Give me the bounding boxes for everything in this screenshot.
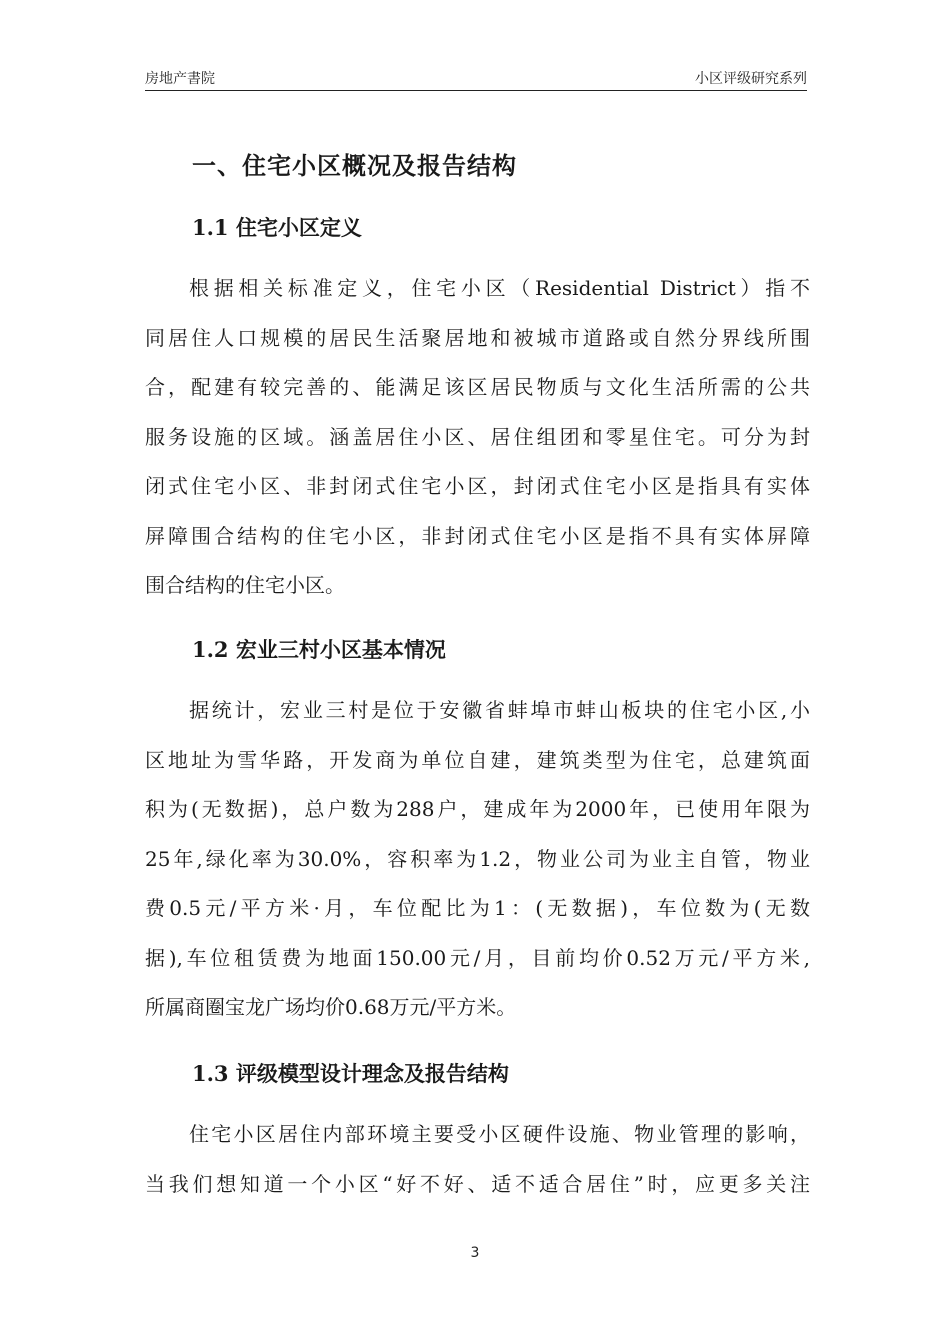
paragraph-line: 费0.5元/平方米·月，车位配比为1：(无数据)，车位数为(无数 xyxy=(145,896,810,920)
paragraph-line: 合，配建有较完善的、能满足该区居民物质与文化生活所需的公共 xyxy=(145,375,810,399)
paragraph-line: 当我们想知道一个小区“好不好、适不适合居住”时，应更多关注 xyxy=(145,1171,810,1196)
paragraph-line: 据统计，宏业三村是位于安徽省蚌埠市蚌山板块的住宅小区,小 xyxy=(189,698,810,722)
paragraph-1-2 xyxy=(145,686,810,1033)
paragraph-line: 住宅小区居住内部环境主要受小区硬件设施、物业管理的影响， xyxy=(189,1122,810,1146)
paragraph-line: 围合结构的住宅小区。 xyxy=(145,573,345,597)
page-number: 3 xyxy=(470,1245,480,1261)
header-left-text: 房地产書院 xyxy=(145,71,215,87)
heading-1-2: 1.2 宏业三村小区基本情况 xyxy=(192,637,446,662)
paragraph-line: 同居住人口规模的居民生活聚居地和被城市道路或自然分界线所围 xyxy=(145,325,810,350)
paragraph-1-3 xyxy=(145,1110,810,1209)
page-header xyxy=(145,68,807,88)
paragraph-line: 积为(无数据)，总户数为288户，建成年为2000年，已使用年限为 xyxy=(145,797,810,821)
header-rule xyxy=(145,90,807,91)
paragraph-line: 屏障围合结构的住宅小区，非封闭式住宅小区是指不具有实体屏障 xyxy=(145,523,810,548)
paragraph-1-1 xyxy=(145,264,810,611)
paragraph-line: 区地址为雪华路，开发商为单位自建，建筑类型为住宅，总建筑面 xyxy=(145,747,810,772)
paragraph-line: 据),车位租赁费为地面150.00元/月，目前均价0.52万元/平方米, xyxy=(145,945,810,970)
heading-1-1: 1.1 住宅小区定义 xyxy=(192,215,362,240)
paragraph-line: 所属商圈宝龙广场均价0.68万元/平方米。 xyxy=(145,995,517,1019)
paragraph-line: 25年,绿化率为30.0%，容积率为1.2，物业公司为业主自管，物业 xyxy=(145,846,810,871)
heading-1-3: 1.3 评级模型设计理念及报告结构 xyxy=(192,1061,509,1086)
paragraph-line: 闭式住宅小区、非封闭式住宅小区，封闭式住宅小区是指具有实体 xyxy=(145,474,810,498)
paragraph-line: 服务设施的区域。涵盖居住小区、居住组团和零星住宅。可分为封 xyxy=(145,424,810,449)
section-title: 一、住宅小区概况及报告结构 xyxy=(192,151,517,180)
paragraph-line: 根据相关标准定义，住宅小区（Residential District）指不 xyxy=(189,276,810,300)
header-right-text: 小区评级研究系列 xyxy=(695,71,807,87)
